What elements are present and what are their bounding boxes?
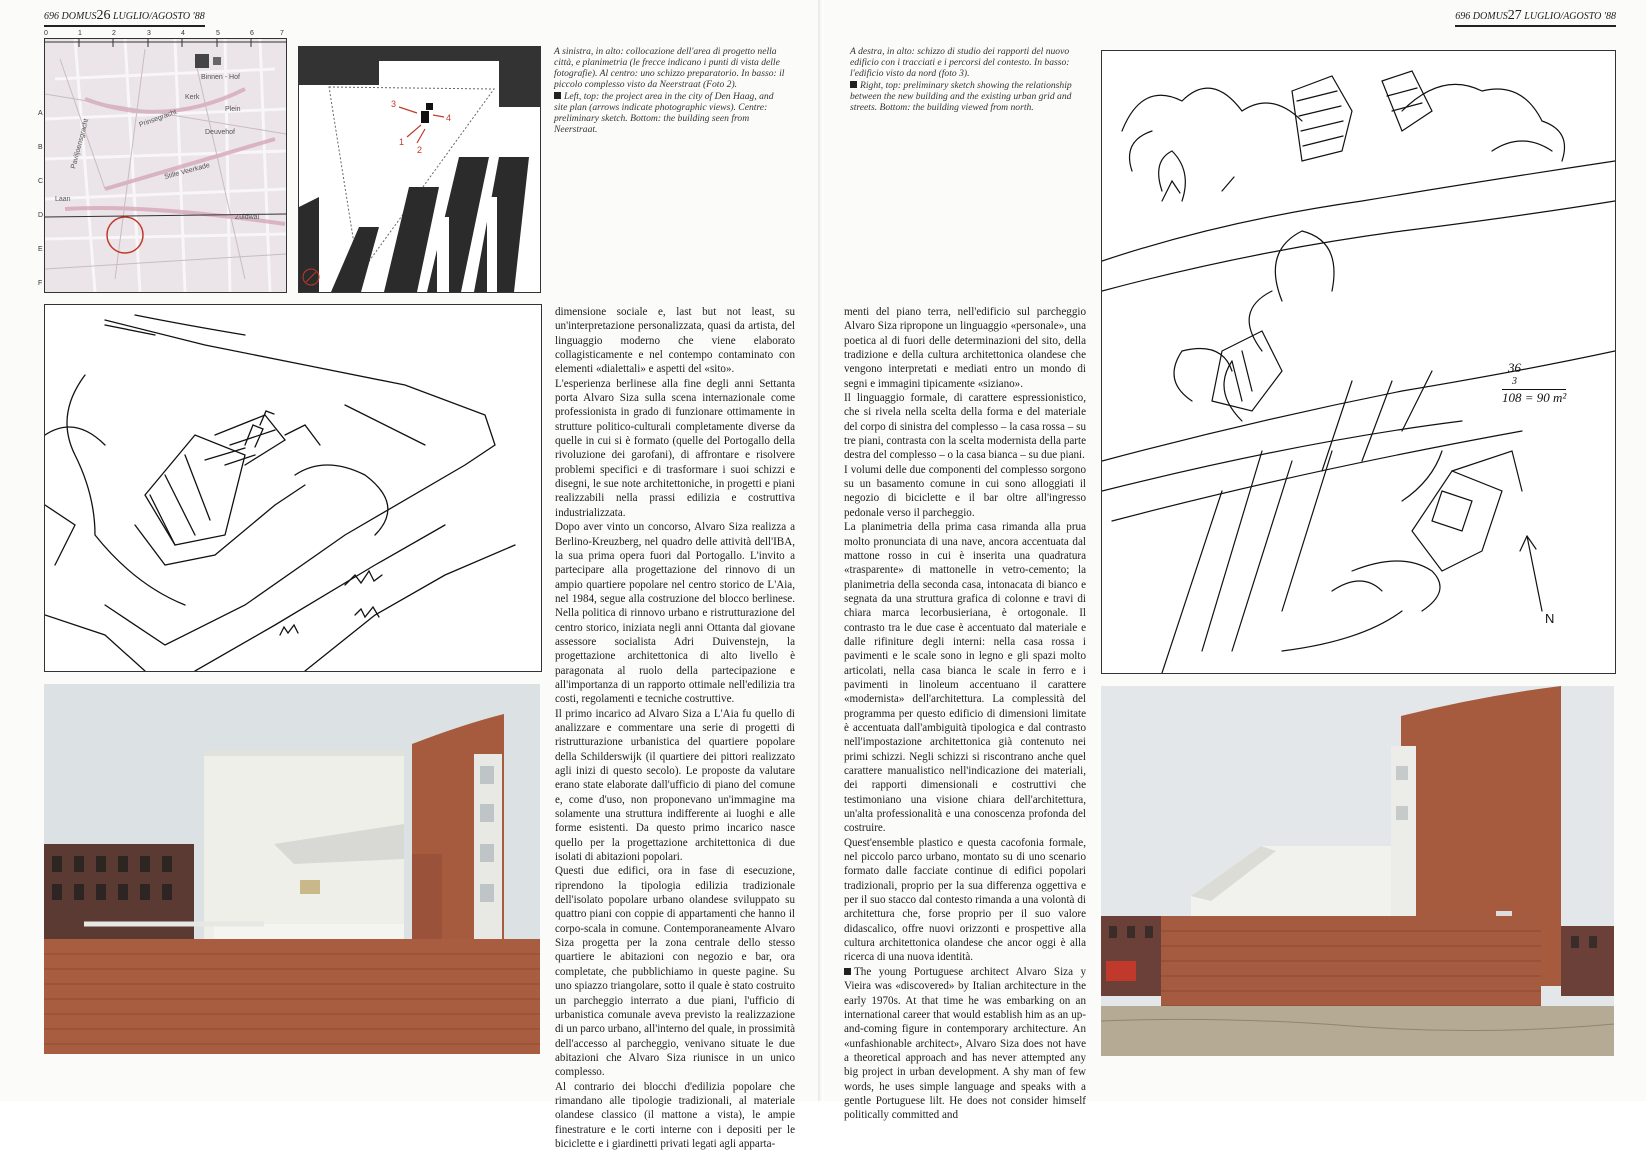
sketch-annotation [1502, 361, 1566, 405]
right-caption [850, 46, 1090, 114]
folio-magazine: 696 DOMUS [44, 11, 97, 22]
folio-page-number: 26 [96, 8, 111, 23]
map-row-label: A [38, 110, 43, 117]
map-row-label: B [38, 144, 43, 151]
body-paragraph: menti del piano terra, nell'edificio sul parcheggio Alvaro Siza ripropone un linguaggio «personale», una poetica al di fuori delle determinazioni del sito, della tradizione e della cultura architettonica olandese che vengono interpretati e mediati entro un mondo di segni e immagini tipicamente «siziano». [844, 306, 1086, 390]
folio-magazine: 696 DOMUS [1455, 11, 1508, 22]
site-plan-arrow-label: 1 [399, 137, 405, 147]
bullet-square-icon [850, 81, 857, 88]
map-col-label: 6 [250, 30, 254, 37]
body-paragraph: I volumi delle due componenti del complesso sorgono su un basamento comune in cui sono alloggiati il negozio di biciclette e il bar oltre all'ingresso pedonale verso il parcheggio. [844, 463, 1086, 519]
site-plan [298, 46, 541, 293]
folio-issue: LUGLIO/AGOSTO '88 [1524, 11, 1616, 22]
study-sketch [1101, 50, 1616, 674]
map-col-label: 4 [181, 30, 185, 37]
map-row-label: C [38, 178, 44, 185]
sketch-number: 36 [1508, 360, 1521, 375]
site-plan-arrow-label: 3 [391, 99, 397, 109]
left-folio [44, 8, 205, 27]
body-paragraph: Al contrario dei blocchi d'edilizia popolare che rimandano alle tipologie tradizionali, al materiale olandese classico (il mattone a vista), le ampie finestrature e le corti interne con i depositi per le biciclette e i giardinetti privati legati agli apparta- [555, 1080, 795, 1150]
caption-italian: A sinistra, in alto: collocazione dell'area di progetto nella città, e planimetria (le frecce indicano i punti di vista delle fotografie). Al centro: uno schizzo preparatorio. In basso: il piccolo complesso visto da Neerstraat (Foto 2). [554, 46, 785, 90]
map-street-label: Binnen - Hof [201, 74, 240, 81]
map-street-label: Laan [55, 196, 71, 203]
bullet-square-icon [554, 92, 561, 99]
body-paragraph: Il linguaggio formale, di carattere espressionistico, che si rivela nella scelta della forma e del materiale del corpo di sinistra del complesso – la casa rossa – su tre piani, contrasta con la scelta modernista della parte destra del complesso – o la casa bianca – su due piani. [844, 392, 1086, 462]
photo-neerstraat [44, 684, 540, 1054]
bullet-square-icon [844, 968, 851, 975]
north-label: N [1545, 611, 1555, 626]
body-paragraph: La planimetria della prima casa rimanda alla prua molto pronunciata di una nave, ancora accentuata dal mattone rosso in cui è inserita una quadratura «trasparente» di mattonelle in vetro-cemento; la planimetria della seconda casa, intonacata di bianco e segnata da una struttura grafica di colonne e travi di chiara marca lecorbusieriana, è ortogonale. Il contrasto tra le due case è accentuato dal materiale e dalle rifiniture degli interni: nella casa rossa i pavimenti e le scale sono in legno e gli spazi molto articolati, nella casa bianca le scale in ferro e i pavimenti in linoleum accentuano il carattere «modernista» dell'architettura. La complessità del programma per questo edificio di dimensioni limitate è accentuata dall'ambiguità tipologica e dal contrasto nell'impostazione architettonica già contenuto nei primi schizzi. Negli schizzi si riscontrano anche quel carattere manualistico nell'indicazione dei materiali, dei rapporti dimensionali e costruttivi che testimoniano una visione chiara dell'architettura, un'alta professionalità e una conoscenza profonda del costruire. [844, 521, 1086, 835]
map-col-label: 7 [280, 30, 284, 37]
caption-english: Left, top: the project area in the city of Den Haag, and site plan (arrows indicate photographic views). Centre: preliminary sketch. Bottom: the building seen from Neerstraat. [554, 91, 774, 135]
map-street-label: Paviljoensgracht [70, 118, 91, 170]
folio-issue: LUGLIO/AGOSTO '88 [113, 11, 205, 22]
map-row-label: E [38, 246, 43, 253]
aerial-sketch [44, 304, 542, 672]
body-paragraph: Dopo aver vinto un concorso, Alvaro Siza realizza a Berlino-Kreuzberg, nel quadro delle attività dell'IBA, la sua prima opera fuori dal Portogallo. L'invito a partecipare alla progettazione del rinnovo di un ampio quartiere popolare nel centro storico de L'Aia, nel 1984, segue alla costruzione del blocco berlinese. Nella politica di rinnovo urbano e ristrutturazione del centro storico, iniziata negli anni Ottanta dal giovane assessore socialista Adri Duivenstejn, la progettazione architettonica di alto livello è paragonata al ruolo della partecipazione e all'importanza di un rapporto ottimale nell'edilizia tra costi, regolamenti e tecniche costruttive. [555, 521, 795, 706]
right-body-column [844, 305, 1086, 1123]
right-page [824, 0, 1646, 1122]
map-row-label: D [38, 212, 44, 219]
map-column-labels [44, 30, 289, 40]
map-street-label: Zuidwal [235, 214, 260, 221]
caption-italian: A destra, in alto: schizzo di studio dei rapporti del nuovo edificio con i tracciati e i percorsi del contesto. In basso: l'edificio visto da nord (foto 3). [850, 46, 1070, 79]
photo-north-view [1101, 686, 1614, 1056]
right-folio [1455, 8, 1616, 27]
map-col-label: 2 [112, 30, 116, 37]
folio-page-number: 27 [1507, 8, 1522, 23]
body-paragraph: L'esperienza berlinese alla fine degli anni Settanta porta Alvaro Siza sulla scena internazionale come professionista in grado di funzionare ottimamente in strutture politico-culturali completamente diverse da quelle in cui si è formato (quelle del Portogallo della rivoluzione dei garofani), di affrontare e risolvere problemi specifici e di trasformare i suoi schizzi e disegni, le sue note architettoniche, in progetti e piani realizzabili nella prassi edilizia e costruttiva industrializzata. [555, 377, 795, 519]
left-page [0, 0, 822, 1150]
map-street-label: Plein [225, 106, 241, 113]
sketch-number: 3 [1512, 376, 1517, 387]
left-body-column [555, 305, 795, 1151]
site-plan-arrow-label: 2 [417, 145, 423, 155]
site-plan-arrow-label: 4 [446, 113, 452, 123]
caption-english: Right, top: preliminary sketch showing the relationship between the new building and the existing urban grid and streets. Bottom: the building viewed from north. [850, 80, 1072, 113]
body-paragraph: dimensione sociale e, last but not least, su un'interpretazione personalizzata, quasi da artista, del linguaggio moderno che viene elaborato collagisticamente e nel contempo contaminato con elementi «dialettali» e aspetti del «sito». [555, 306, 795, 376]
map-col-label: 5 [216, 30, 220, 37]
body-paragraph: Quest'ensemble plastico e questa cacofonia formale, nel piccolo parco urbano, montato su di uno scenario formato dalle facciate continue di edifici popolari tradizionali, proprio per la sua differenza oggettiva e per il suo stacco dal contesto rimanda a una volontà di architettura che, forse proprio per il suo valore didascalico, offre nuovi orizzonti e prospettive alla cultura architettonica olandese che ancor oggi è alla ricerca di una nuova identità. [844, 836, 1086, 964]
map-row-label: F [38, 280, 43, 287]
map-street-label: Deuvehof [205, 129, 235, 136]
map-col-label: 1 [78, 30, 82, 37]
left-caption [554, 46, 786, 136]
map-row-labels [38, 38, 46, 291]
body-paragraph: Il primo incarico ad Alvaro Siza a L'Aia fu quello di analizzare e commentare una serie di progetti di ristrutturazione urbanistica del quartiere popolare della Schilderswijk (il quartiere dei pittori realizzato agli inizi di questo secolo). Le proposte da valutare erano state elaborate dall'ufficio di piano del comune e, come d'uso, non proponevano un'immagine ma solamente una struttura indifferente ai luoghi e alle forme esistenti. Da questo primo incarico nasce quello per la progettazione architettonica di due isolati di abitazioni popolari. [555, 707, 795, 864]
map-street-label: Prinsegracht [138, 108, 178, 129]
body-paragraph: Questi due edifici, ora in fase di esecuzione, riprendono la tipologia edilizia tradizionale dell'isolato popolare urbano olandese sviluppato su quattro piani con coppie di appartamenti che hanno il corpo-scala in comune. Contemporaneamente Alvaro Siza progetta per la zona centrale dello stesso quartiere le abitazioni con negozio e bar, ora completate, che pubblichiamo in queste pagine. Su uno spiazzo triangolare, sotto il quale è stato costruito un parcheggio interrato a due piani, l'ufficio di urbanistica comunale aveva previsto la realizzazione di un parco urbano, all'interno del quale, in prossimità dell'accesso al parcheggio, venivano situate le due abitazioni che Alvaro Siza riunisce in un unico complesso. [555, 865, 795, 1079]
sketch-formula: 108 = 90 m² [1502, 390, 1567, 405]
map-street-label: Kerk [185, 94, 200, 101]
map-col-label: 0 [44, 30, 48, 37]
map-street-label: Stille Veerkade [163, 162, 211, 181]
english-paragraph: The young Portuguese architect Alvaro Siza y Vieira was «discovered» by Italian architecture in the early 1970s. At that time he was embarking on an international career that would establish him as an up-and-coming figure in contemporary architecture. An «unfashionable architect», Alvaro Siza does not have a theoretical approach and has never attempted any big project in urban development. A shy man of few words, he uses simple language and speaks with a gentle Portuguese lilt. He does not consider himself politically committed and [844, 965, 1086, 1122]
map-col-label: 3 [147, 30, 151, 37]
city-map [44, 38, 287, 293]
